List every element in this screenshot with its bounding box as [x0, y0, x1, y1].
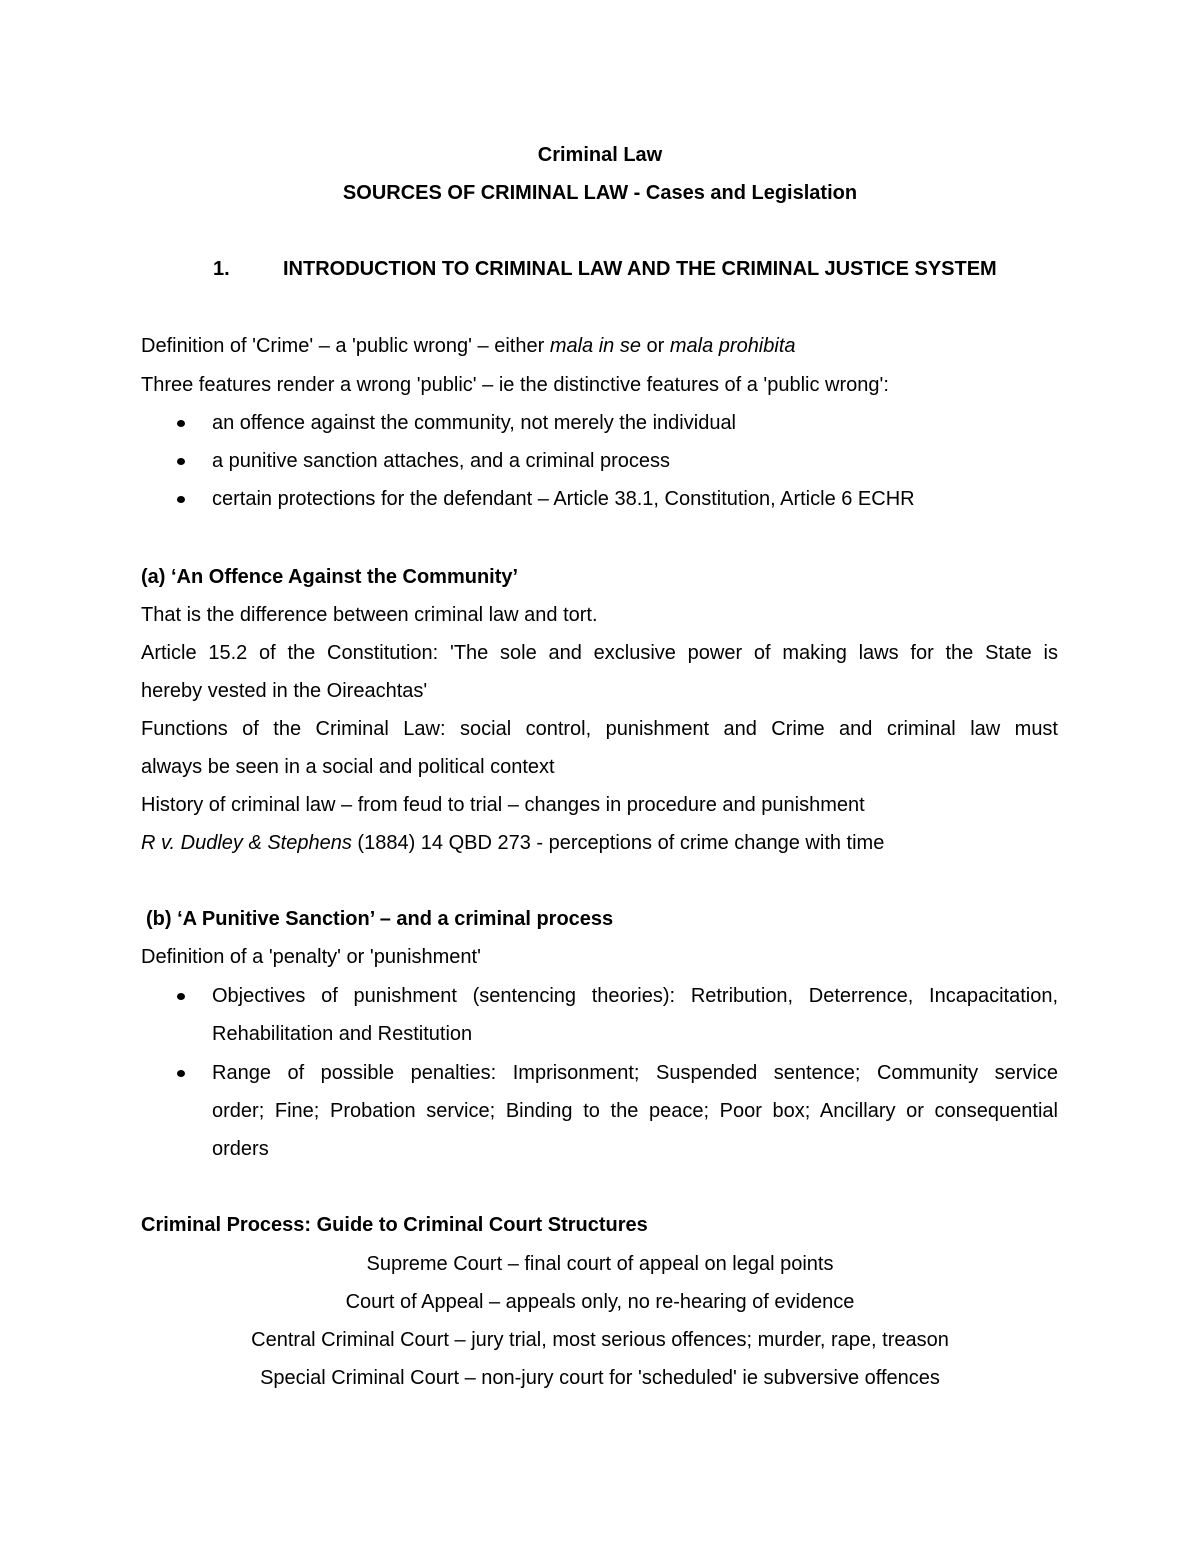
section-a-paragraph-4: History of criminal law – from feud to trial – changes in procedure and punishment: [141, 794, 865, 816]
case-name: R v. Dudley & Stephens: [141, 832, 352, 854]
court-special-criminal: Special Criminal Court – non-jury court for 'scheduled' ie subversive offences: [260, 1367, 940, 1389]
document-subtitle: SOURCES OF CRIMINAL LAW - Cases and Legislation: [342, 182, 858, 204]
case-citation: [141, 831, 884, 855]
feature-item-2: a punitive sanction attaches, and a criminal process: [212, 450, 671, 472]
section-a-paragraph-3-line-1: Functions of the Criminal Law: social control, punishment and Crime and criminal law must: [141, 718, 1058, 740]
crime-definition-italic-2: mala prohibita: [669, 335, 796, 357]
case-citation-rest: (1884) 14 QBD 273 - perceptions of crime change with time: [351, 832, 885, 854]
court-of-appeal: Court of Appeal – appeals only, no re-hearing of evidence: [345, 1291, 855, 1313]
section-b-heading: (b) ‘A Punitive Sanction’ – and a criminal process: [146, 908, 614, 930]
section-a-paragraph-2-line-2: hereby vested in the Oireachtas': [141, 680, 428, 702]
feature-item-3: certain protections for the defendant – Article 38.1, Constitution, Article 6 ECHR: [212, 488, 915, 510]
bullet-marker: [177, 496, 185, 503]
section-a-heading: (a) ‘An Offence Against the Community’: [141, 566, 519, 588]
bullet-marker: [177, 458, 185, 465]
section-a-paragraph-1: That is the difference between criminal law and tort.: [141, 604, 598, 626]
section-1-heading: INTRODUCTION TO CRIMINAL LAW AND THE CRIMINAL JUSTICE SYSTEM: [283, 258, 997, 280]
process-heading: Criminal Process: Guide to Criminal Court Structures: [141, 1214, 648, 1236]
document-title: Criminal Law: [537, 144, 663, 166]
feature-item-1: an offence against the community, not merely the individual: [212, 412, 737, 434]
punishment-objectives-line-1: Objectives of punishment (sentencing theories): Retribution, Deterrence, Incapacitation,: [212, 985, 1058, 1007]
crime-definition-text-a: Definition of 'Crime' – a 'public wrong' – either: [141, 335, 550, 357]
penalties-range-line-2: order; Fine; Probation service; Binding to the peace; Poor box; Ancillary or consequential: [212, 1100, 1058, 1122]
crime-definition: [141, 334, 796, 358]
penalties-range-line-1: Range of possible penalties: Imprisonment; Suspended sentence; Community service: [212, 1062, 1058, 1084]
crime-definition-italic-1: mala in se: [549, 335, 641, 357]
section-b-definition: Definition of a 'penalty' or 'punishment': [141, 946, 481, 968]
punishment-objectives-line-2: Rehabilitation and Restitution: [212, 1023, 473, 1045]
court-central-criminal: Central Criminal Court – jury trial, most serious offences; murder, rape, treason: [251, 1329, 949, 1351]
bullet-marker: [177, 1070, 185, 1077]
bullet-marker: [177, 993, 185, 1000]
bullet-marker: [177, 420, 185, 427]
section-1-number: 1.: [213, 258, 230, 280]
penalties-range-line-3: orders: [212, 1138, 269, 1160]
section-a-paragraph-2-line-1: Article 15.2 of the Constitution: 'The sole and exclusive power of making laws for the State is: [141, 642, 1058, 664]
crime-definition-text-b: or: [640, 335, 670, 357]
section-a-paragraph-3-line-2: always be seen in a social and political context: [141, 756, 555, 778]
three-features-text: Three features render a wrong 'public' – ie the distinctive features of a 'public wrong':: [141, 374, 889, 396]
court-supreme: Supreme Court – final court of appeal on legal points: [366, 1253, 834, 1275]
